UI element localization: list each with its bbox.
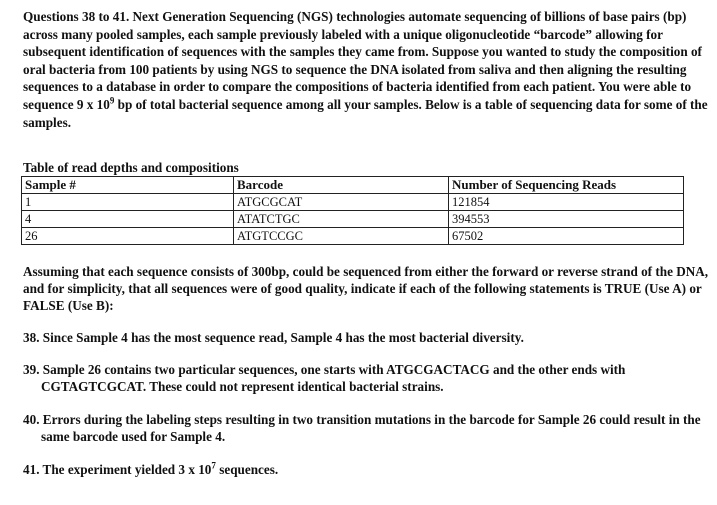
- cell-barcode: ATGCGCAT: [234, 194, 449, 211]
- cell-sample: 1: [22, 194, 234, 211]
- header-sample: Sample #: [22, 177, 234, 194]
- question-41-exponent: 7: [211, 460, 216, 471]
- cell-barcode: ATGTCCGC: [234, 228, 449, 245]
- table-caption: Table of read depths and compositions: [23, 160, 239, 175]
- cell-sample: 26: [22, 228, 234, 245]
- read-depth-table: [21, 176, 684, 245]
- cell-reads: 67502: [449, 228, 684, 245]
- question-41-text: 41. The experiment yielded 3 x 10: [23, 462, 212, 477]
- question-40: 40. Errors during the labeling steps resulting in two transition mutations in the barcode for Sample 26 could result in the same barcode used for Sample 4.: [23, 412, 701, 444]
- question-38: 38. Since Sample 4 has the most sequence read, Sample 4 has the most bacterial diversity.: [23, 330, 524, 345]
- intro-exponent: 9: [109, 95, 115, 106]
- table-header-row: [22, 177, 684, 194]
- intro-text-end: bp of total bacterial sequence among all your samples. Below is a table of sequencing data for some of the samples.: [23, 96, 708, 130]
- table-row: [22, 228, 684, 245]
- table-row: [22, 194, 684, 211]
- cell-sample: 4: [22, 211, 234, 228]
- instructions-paragraph: Assuming that each sequence consists of 300bp, could be sequenced from either the forward or reverse strand of the DNA, and for simplicity, that all sequences were of good quality, indicate if each of the following statements is TRUE (Use A) or FALSE (Use B):: [23, 264, 709, 313]
- intro-text-start: Questions 38 to 41. Next Generation Sequencing (NGS) technologies automate sequencing of billions of base pairs (bp) across many pooled samples, each sample previously labeled with a unique oligonucleotide “barcode” allowing for subsequent identification of sequences with the samples they came from. Suppose you wanted to study the composition of oral bacteria from 100 patients by using NGS to sequence the DNA isolated from saliva and then aligning the resulting sequences to a database in order to compare the compositions of bacteria identified from each patient. You were able to sequence 9 x 10: [23, 9, 702, 112]
- question-39: 39. Sample 26 contains two particular sequences, one starts with ATGCGACTACG and the other ends with CGTAGTCGCAT. These could not represent identical bacterial strains.: [23, 362, 626, 394]
- cell-reads: 394553: [449, 211, 684, 228]
- question-41: [23, 461, 713, 478]
- header-reads: Number of Sequencing Reads: [449, 177, 684, 194]
- intro-paragraph: [23, 8, 713, 131]
- table-row: [22, 211, 684, 228]
- header-barcode: Barcode: [234, 177, 449, 194]
- question-41-end: sequences.: [215, 462, 279, 477]
- cell-barcode: ATATCTGC: [234, 211, 449, 228]
- cell-reads: 121854: [449, 194, 684, 211]
